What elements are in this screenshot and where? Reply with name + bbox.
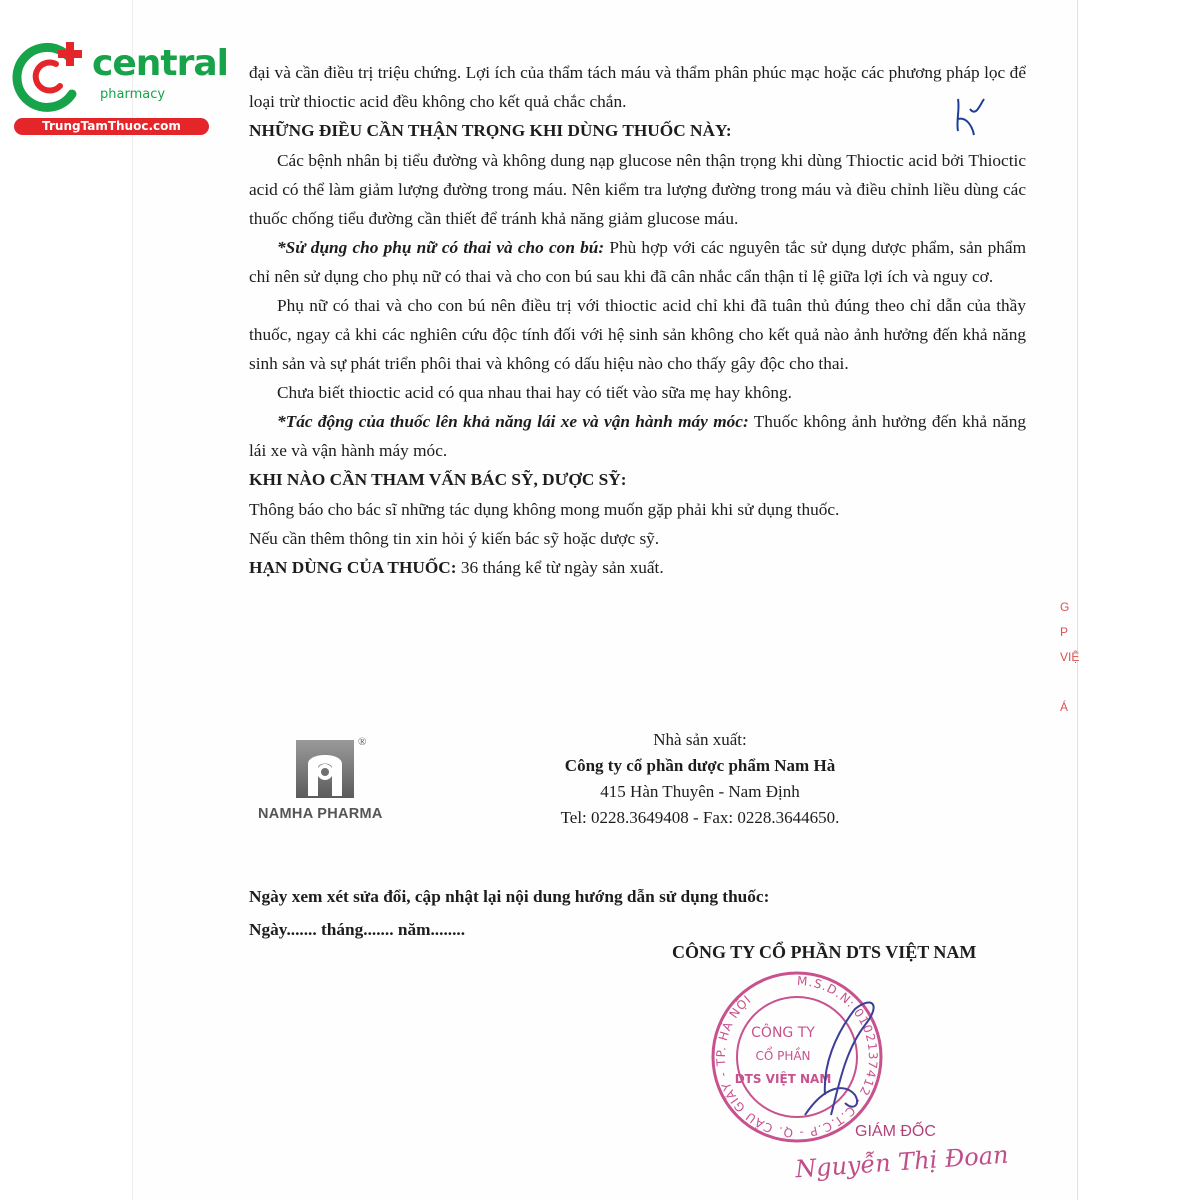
company-name: CÔNG TY CỔ PHẦN DTS VIỆT NAM — [672, 942, 977, 962]
logo-brand-name: central — [92, 43, 228, 84]
registered-mark: ® — [358, 736, 367, 748]
placenta-paragraph: Chưa biết thioctic acid có qua nhau thai hay có tiết vào sữa mẹ hay không. — [277, 383, 792, 402]
revision-date-line: Ngày....... tháng....... năm........ — [249, 920, 466, 939]
revision-line: Ngày xem xét sửa đổi, cập nhật lại nội dung hướng dẫn sử dụng thuốc: — [249, 887, 770, 906]
edge-mark-2: P — [1060, 625, 1069, 639]
stamp-ring-text: M.S.D.N: 0102137412 - C.T.C.P - Q. CẦU GIẤY - TP. HÀ NỘI — [713, 973, 880, 1141]
pregnancy-paragraph — [249, 233, 1026, 291]
director-title: GIÁM ĐỐC — [855, 1123, 936, 1140]
expiry-label: HẠN DÙNG CỦA THUỐC: — [249, 558, 457, 577]
pregnancy-label: *Sử dụng cho phụ nữ có thai và cho con bú: — [277, 238, 605, 257]
manufacturer-contact: Tel: 0228.3649408 - Fax: 0228.3644650. — [560, 808, 840, 827]
expiry-text: 36 tháng kể từ ngày sản xuất. — [456, 558, 664, 577]
manufacturer-name: Công ty cổ phần dược phẩm Nam Hà — [564, 756, 836, 775]
stamp-line-2: CỔ PHẦN — [755, 1049, 811, 1063]
stamp-line-3: DTS VIỆT NAM — [734, 1072, 832, 1086]
namha-mark-icon — [258, 738, 358, 802]
heading-consult: KHI NÀO CẦN THAM VẤN BÁC SỸ, DƯỢC SỸ: — [249, 470, 627, 489]
notify-doctor-line: Thông báo cho bác sĩ những tác dụng không mong muốn gặp phải khi sử dụng thuốc. — [249, 500, 840, 519]
pregnancy-text: Phù hợp với các nguyên tắc sử dụng dược phẩm, sản phẩm chỉ nên sử dụng cho phụ nữ có thai và cho con bú sau khi đã cân nhắc cẩn thận tỉ lệ giữa lợi ích và nguy cơ. — [249, 238, 1027, 286]
logo-subtitle: pharmacy — [100, 87, 166, 102]
edge-mark-4: Á — [1060, 700, 1069, 714]
manufacturer-block — [520, 727, 880, 831]
driving-label: *Tác động của thuốc lên khả năng lái xe và vận hành máy móc: — [277, 412, 749, 431]
central-pharmacy-logo[interactable] — [10, 38, 228, 138]
overdose-paragraph: đại và cần điều trị triệu chứng. Lợi ích của thẩm tách máu và thẩm phân phúc mạc hoặc các phương pháp lọc để loại trừ thioctic acid đều không cho kết quả chắc chắn. — [249, 63, 1026, 111]
namha-pharma-name: NAMHA PHARMA — [258, 806, 383, 822]
diabetes-precaution-paragraph: Các bệnh nhân bị tiểu đường và không dung nạp glucose nên thận trọng khi dùng Thioctic acid bởi Thioctic acid có thể làm giảm lượng đường trong máu. Nên kiểm tra lượng đường trong máu và điều chỉnh liều dùng các thuốc chống tiểu đường cần thiết để tránh khả năng giảm glucose máu. — [249, 151, 1026, 228]
manufacturer-label: Nhà sản xuất: — [653, 730, 747, 749]
stamp-line-1: CÔNG TY — [751, 1025, 815, 1041]
driving-paragraph — [249, 407, 1026, 465]
driving-text: Thuốc không ảnh hưởng đến khả năng lái xe và vận hành máy móc. — [249, 412, 1026, 460]
more-info-line: Nếu cần thêm thông tin xin hỏi ý kiến bác sỹ hoặc dược sỹ. — [249, 529, 660, 548]
revision-block — [249, 880, 769, 946]
pregnancy-treatment-paragraph: Phụ nữ có thai và cho con bú nên điều trị với thioctic acid chỉ khi đã tuân thủ đúng theo chỉ dẫn của thầy thuốc, ngay cả khi các nghiên cứu độc tính đối với hệ sinh sản không cho kết quả nào ảnh hưởng đến khả năng sinh sản và sự phát triển phôi thai và không có dấu hiệu nào cho thấy gây độc cho thai. — [249, 296, 1026, 373]
pharmacy-cross-icon — [10, 38, 92, 116]
expiry-line — [249, 553, 1026, 582]
document-body — [249, 58, 1026, 582]
edge-mark-1: G — [1060, 600, 1070, 614]
heading-precautions: NHỮNG ĐIỀU CẦN THẬN TRỌNG KHI DÙNG THUỐC NÀY: — [249, 121, 732, 140]
logo-website: TrungTamThuoc.com — [14, 118, 209, 135]
director-name: Nguyễn Thị Đoan — [794, 1140, 1010, 1184]
edge-mark-3: VIỆ — [1060, 650, 1080, 664]
manufacturer-address: 415 Hàn Thuyên - Nam Định — [600, 782, 800, 801]
